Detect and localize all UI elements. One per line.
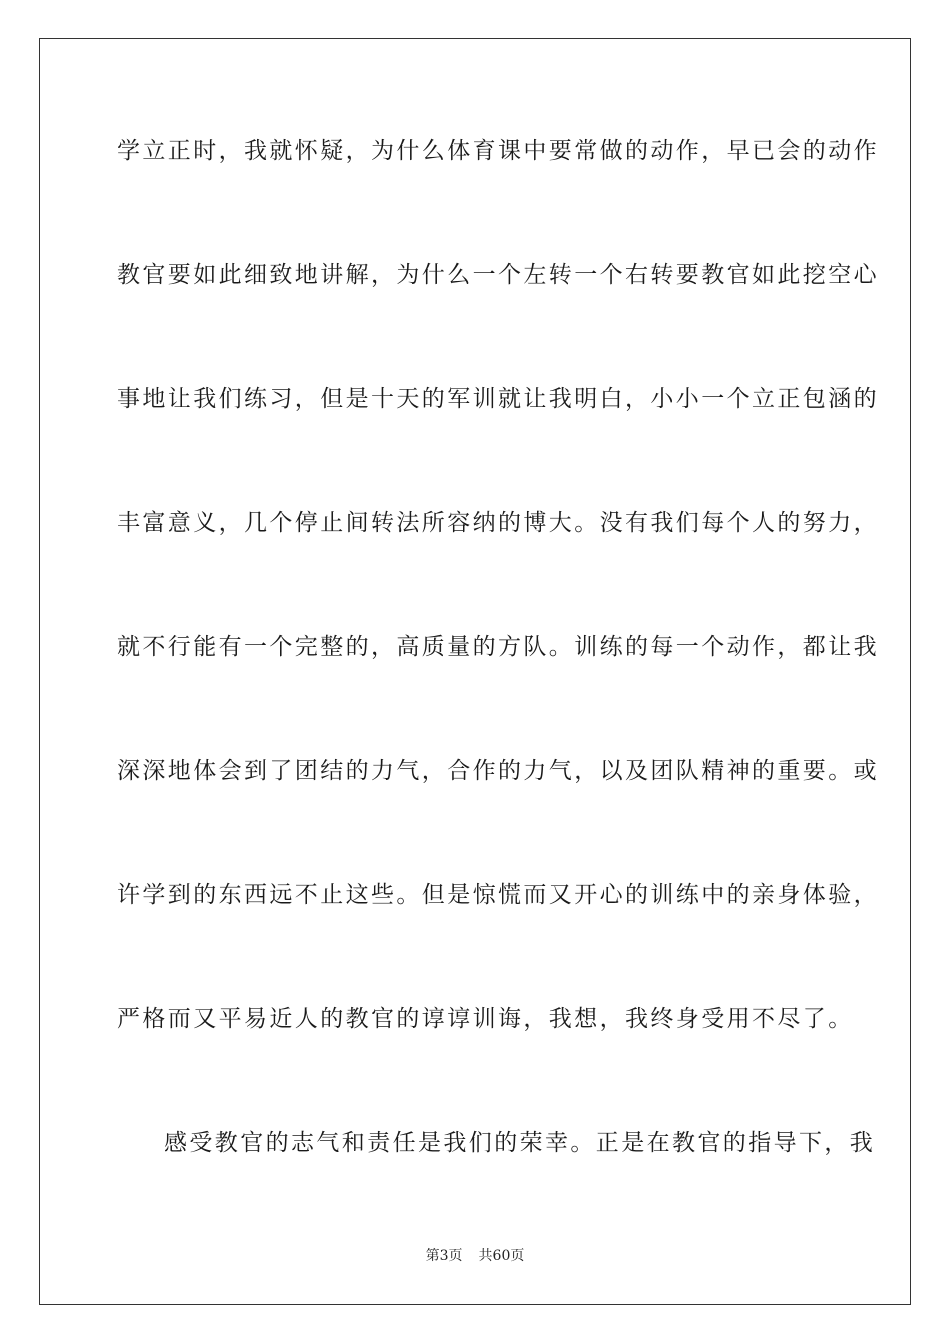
page-border (39, 38, 911, 1305)
text-line-6: 深深地体会到了团结的力气，合作的力气，以及团队精神的重要。或 (117, 758, 879, 784)
text-line-7: 许学到的东西远不止这些。但是惊慌而又开心的训练中的亲身体验， (117, 882, 879, 908)
text-line-2: 教官要如此细致地讲解，为什么一个左转一个右转要教官如此挖空心 (117, 262, 879, 288)
text-line-8: 严格而又平易近人的教官的谆谆训诲，我想，我终身受用不尽了。 (117, 1006, 854, 1032)
page-number: 第3页 (425, 1248, 463, 1264)
text-line-3: 事地让我们练习，但是十天的军训就让我明白，小小一个立正包涵的 (117, 386, 879, 412)
text-line-1: 学立正时，我就怀疑，为什么体育课中要常做的动作，早已会的动作 (117, 138, 879, 164)
text-line-5: 就不行能有一个完整的，高质量的方队。训练的每一个动作，都让我 (117, 634, 879, 660)
text-line-9-paragraph-start: 感受教官的志气和责任是我们的荣幸。正是在教官的指导下，我 (164, 1130, 876, 1156)
page-footer (0, 1247, 950, 1265)
text-line-4: 丰富意义，几个停止间转法所容纳的博大。没有我们每个人的努力， (117, 510, 879, 536)
page-total: 共60页 (478, 1248, 525, 1264)
